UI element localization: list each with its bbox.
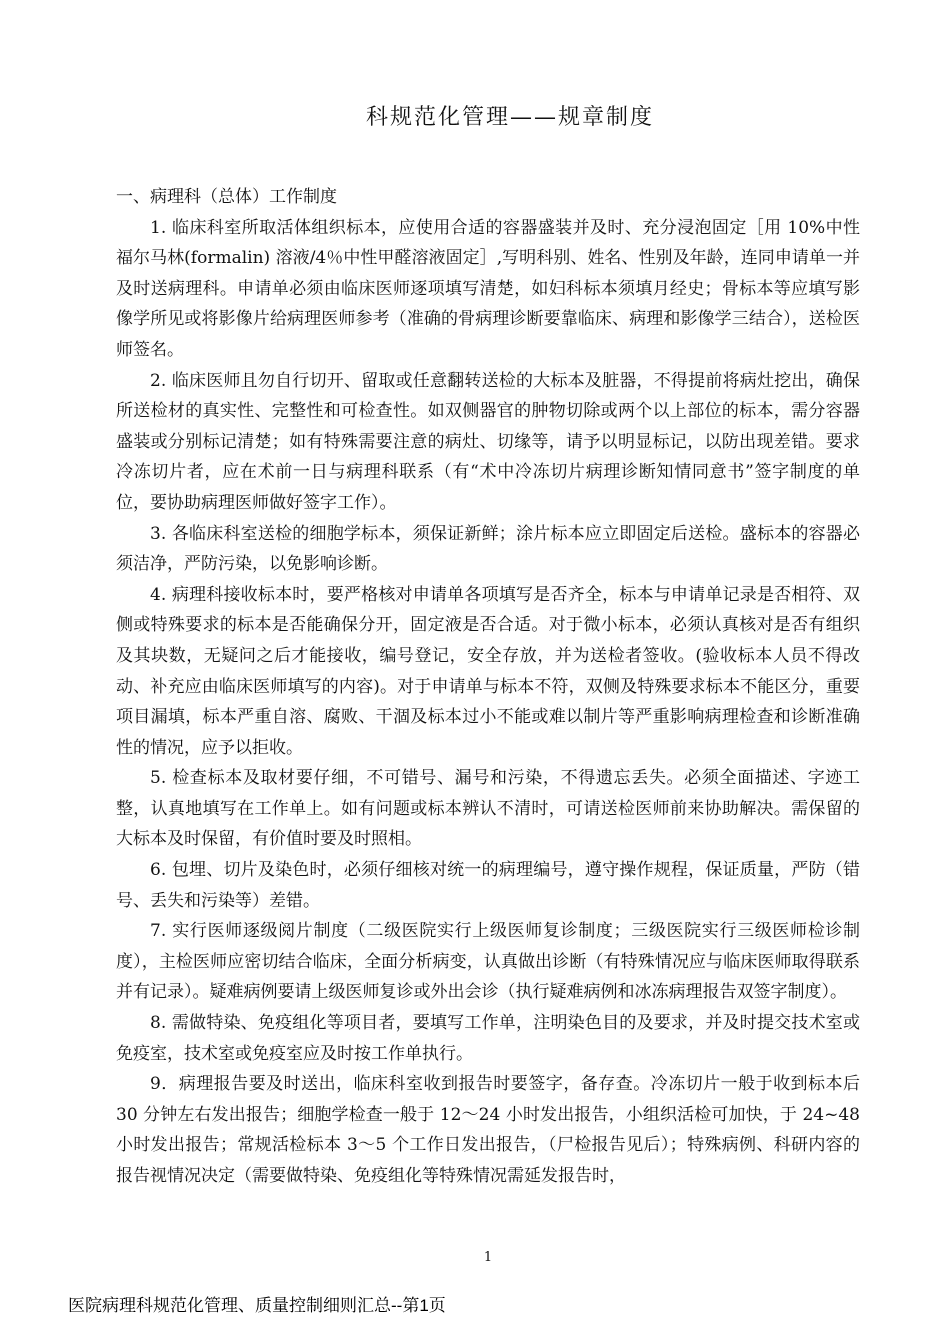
paragraph-6: 6. 包埋、切片及染色时，必须仔细核对统一的病理编号，遵守操作规程，保证质量，严防（错号、丢失和污染等）差错。 [116, 860, 860, 911]
paragraph-7: 7. 实行医师逐级阅片制度（二级医院实行上级医师复诊制度；三级医院实行三级医师检诊制度），主检医师应密切结合临床，全面分析病变，认真做出诊断（有特殊情况应与临床医师取得联系并有记录）。疑难病例要请上级医师复诊或外出会诊（执行疑难病例和冰冻病理报告双签字制度）。 [116, 921, 860, 1003]
paragraph-4: 4. 病理科接收标本时，要严格核对申请单各项填写是否齐全，标本与申请单记录是否相符、双侧或特殊要求的标本是否能确保分开，固定液是否合适。对于微小标本，必须认真核对是否有组织及其块数，无疑问之后才能接收，编号登记，安全存放，并为送检者签收。(验收标本人员不得改动、补充应由临床医师填写的内容)。对于申请单与标本不符，双侧及特殊要求标本不能区分，重要项目漏填，标本严重自溶、腐败、干涸及标本过小不能或难以制片等严重影响病理检查和诊断准确性的情况，应予以拒收。 [116, 584, 860, 758]
paragraph-5: 5. 检查标本及取材要仔细，不可错号、漏号和污染，不得遗忘丢失。必须全面描述、字迹工整，认真地填写在工作单上。如有问题或标本辨认不清时，可请送检医师前来协助解决。需保留的大标本及时保留，有价值时要及时照相。 [116, 768, 860, 850]
paragraph-9: 9．病理报告要及时送出，临床科室收到报告时要签字，备存查。冷冻切片一般于收到标本后 30 分钟左右发出报告；细胞学检查一般于 12～24 小时发出报告，小组织活检可加快，于 24~48 小时发出报告；常规活检标本 3～5 个工作日发出报告，（尸检报告见后）；特殊病例、科研内容的报告视情况决定（需要做特染、免疫组化等特殊情况需延发报告时， [116, 1074, 860, 1186]
paragraph-1: 1. 临床科室所取活体组织标本，应使用合适的容器盛装并及时、充分浸泡固定［用 10%中性福尔马林(formalin) 溶液/4％中性甲醛溶液固定］,写明科别、姓名、性别及年龄，连同申请单一并及时送病理科。申请单必须由临床医师逐项填写清楚，如妇科标本须填月经史；骨标本等应填写影像学所见或将影像片给病理医师参考（准确的骨病理诊断要靠临床、病理和影像学三结合），送检医师签名。 [116, 217, 860, 360]
footer-caption: 医院病理科规范化管理、质量控制细则汇总--第1页 [68, 1296, 446, 1315]
paragraph-8: 8. 需做特染、免疫组化等项目者，要填写工作单，注明染色目的及要求，并及时提交技术室或免疫室，技术室或免疫室应及时按工作单执行。 [116, 1013, 860, 1064]
paragraph-3: 3. 各临床科室送检的细胞学标本，须保证新鲜；涂片标本应立即固定后送检。盛标本的容器必须洁净，严防污染，以免影响诊断。 [116, 523, 860, 575]
document-body [116, 182, 860, 1192]
page-number: 1 [483, 1250, 493, 1265]
document-title: 科规范化管理——规章制度 [365, 105, 654, 130]
section-heading: 一、病理科（总体）工作制度 [116, 187, 337, 207]
paragraph-2: 2. 临床医师且勿自行切开、留取或任意翻转送检的大标本及脏器，不得提前将病灶挖出，确保所送检材的真实性、完整性和可检查性。如双侧器官的肿物切除或两个以上部位的标本，需分容器盛装或分别标记清楚；如有特殊需要注意的病灶、切缘等，请予以明显标记，以防出现差错。要求冷冻切片者，应在术前一日与病理科联系（有“术中冷冻切片病理诊断知情同意书”签字制度的单位，要协助病理医师做好签字工作）。 [116, 370, 860, 513]
